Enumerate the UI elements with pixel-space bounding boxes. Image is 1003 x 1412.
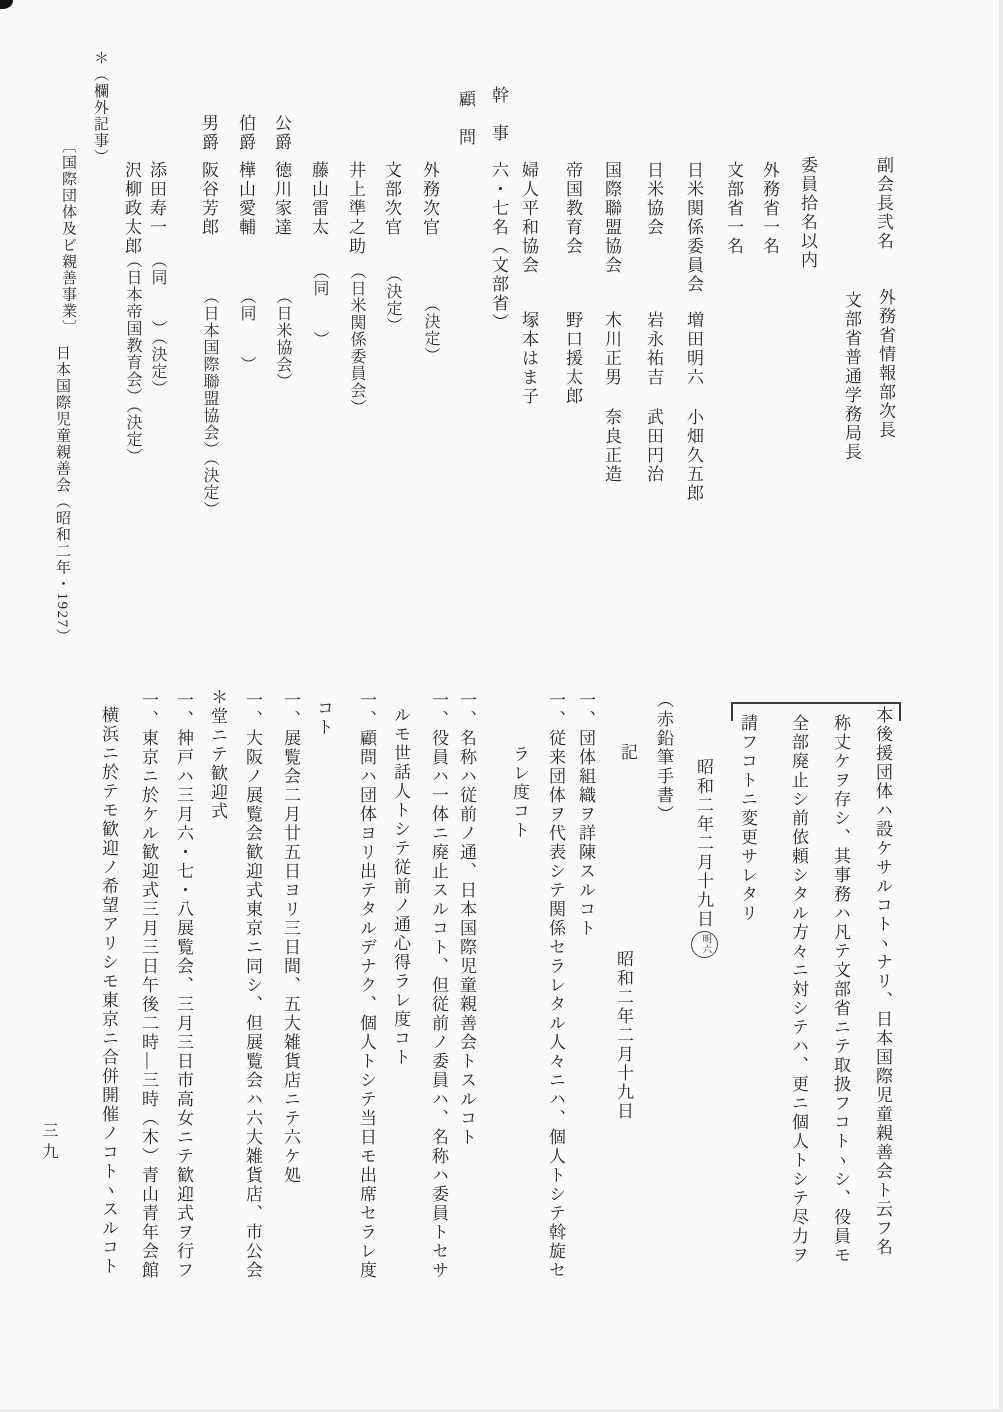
org-delegate: 増田明六 — [684, 311, 703, 387]
advisor-label: 顧 問 — [456, 90, 475, 147]
record-item: 一、神戸ハ三月六・七・八展覧会、三月三日市高女ニテ歓迎式ヲ行フ — [174, 691, 193, 1280]
vice-president-1: 外務省情報部次長 — [876, 288, 895, 440]
advisor-name: 沢柳政太郎 — [122, 161, 141, 256]
org-delegate: 武田円治 — [644, 408, 663, 484]
advisor-name: 文部次官 — [382, 161, 401, 237]
record-item-continuation: ＊堂ニテ歓迎式 — [208, 688, 227, 821]
advisor-tail: （同 ） — [238, 288, 255, 373]
org-name: 婦人平和協会 — [519, 161, 538, 275]
note-date: 昭和二年二月十九日 — [694, 758, 713, 929]
advisor-tail: （日米関係委員会） — [348, 263, 365, 416]
committee-label: 委員拾名以内 — [798, 156, 817, 270]
org-name: 国際聯盟協会 — [602, 161, 621, 275]
org-delegate: 小畑久五郎 — [684, 408, 703, 503]
org-name: 日米協会 — [644, 161, 663, 237]
scan-corner-mark — [0, 0, 13, 9]
org-name: 帝国教育会 — [563, 161, 582, 256]
committee-quota-gaimusho: 外務省一名 — [760, 161, 779, 256]
record-item: 一、大阪ノ展覧会歓迎式東京ニ同シ、但展覧会ハ六大雑貨店、市公会 — [243, 691, 262, 1280]
advisor-tail: （日本帝国教育会）（決定） — [124, 252, 141, 465]
org-delegate: 塚本はま子 — [519, 311, 538, 406]
org-delegate: 野口援太郎 — [563, 311, 582, 406]
advisor-tail: （日本国際聯盟協会）（決定） — [201, 288, 218, 518]
margin-title: 日本国際児童親善会（昭和二年・1927） — [54, 345, 70, 645]
note-annotation: （赤鉛筆手書） — [654, 691, 673, 824]
secretary-detail: 六・七名（文部省） — [489, 161, 508, 332]
record-item: 一、顧問ハ団体ヨリ出テタルデナク、個人トシテ当日モ出席セラレ度 — [357, 691, 376, 1280]
advisor-tail: （決定） — [384, 266, 401, 334]
advisor-name: 樺山愛輔 — [236, 161, 255, 237]
note-line: 全部廃止シ前依頼シタル方々ニ対シテハ、更ニ個人トシテ尽力ヲ — [789, 714, 808, 1265]
org-delegate: 奈良正造 — [602, 408, 621, 484]
record-item: 一、展覧会二月廿五日ヨリ三日間、五大雑貨店ニテ六ケ処 — [281, 691, 300, 1185]
advisor-title: 公爵 — [272, 114, 291, 152]
org-delegate: 木川正男 — [602, 311, 621, 387]
note-line: 請フコトニ変更サレタリ — [738, 714, 757, 923]
advisor-name: 井上準之助 — [346, 161, 365, 256]
record-item-continuation: ラレ度コト — [510, 745, 529, 840]
note-line: 称丈ケヲ存シ、其事務ハ凡テ文部省ニテ取扱フコトヽシ、役員モ — [831, 714, 850, 1265]
advisor-tail: （同 ） — [311, 263, 328, 348]
org-delegate: 岩永祐吉 — [644, 311, 663, 387]
advisor-title: 伯爵 — [236, 114, 255, 152]
page-number: 三九 — [40, 1122, 57, 1164]
advisor-name: 阪谷芳郎 — [199, 161, 218, 237]
advisor-name: 添田寿一 — [147, 161, 166, 237]
margin-category: 〔国際団体及ビ親善事業〕 — [60, 138, 76, 336]
record-date: 昭和二年二月十九日 — [614, 950, 633, 1121]
meiroku-seal — [691, 931, 718, 958]
record-item-continuation: コト — [314, 699, 333, 737]
record-item: 一、従来団体ヲ代表シテ関係セラレタル人々ニハ、個人トシテ斡旋セ — [546, 691, 565, 1280]
scan-edge — [999, 0, 1003, 1412]
advisor-name: 藤山雷太 — [309, 161, 328, 237]
record-item: 一、名称ハ従前ノ通、日本国際児童親善会トスルコト — [457, 691, 476, 1147]
record-item-continuation: 横浜ニ於テモ歓迎ノ希望アリシモ東京ニ合併開催ノコトヽスルコト — [99, 706, 118, 1276]
secretary-label: 幹 事 — [489, 86, 508, 143]
seal-text: 明六 — [700, 934, 711, 955]
record-item: 一、団体組織ヲ詳陳スルコト — [576, 691, 595, 938]
advisor-tail: （同 ）（決定） — [149, 252, 166, 397]
record-item-continuation: ルモ世話人トシテ従前ノ通心得ラレ度コト — [391, 706, 410, 1067]
note-line: 本後援団体ハ設ケサルコトヽナリ、日本国際児童親善会ト云フ名 — [873, 706, 892, 1257]
record-item: 一、役員ハ一体ニ廃止スルコト、但従前ノ委員ハ、名称ハ委員トセサ — [429, 691, 448, 1280]
advisor-title: 男爵 — [199, 114, 218, 152]
margin-note-mark: ＊（欄外記事） — [92, 50, 108, 166]
committee-quota-monbusho: 文部省一名 — [724, 161, 743, 256]
record-label: 記 — [618, 743, 637, 762]
record-item: 一、東京ニ於ケル歓迎式三月三日午後二時―三時（木）青山青年会館 — [139, 691, 158, 1280]
org-name: 日米関係委員会 — [684, 161, 703, 294]
vice-president-label: 副会長弐名 — [874, 156, 893, 251]
advisor-name: 外務次官 — [420, 161, 439, 237]
vice-president-2: 文部省普通学務局長 — [842, 291, 861, 462]
advisor-tail: （日米協会） — [274, 288, 291, 390]
advisor-name: 徳川家達 — [272, 161, 291, 237]
advisor-tail: （決定） — [422, 296, 439, 364]
